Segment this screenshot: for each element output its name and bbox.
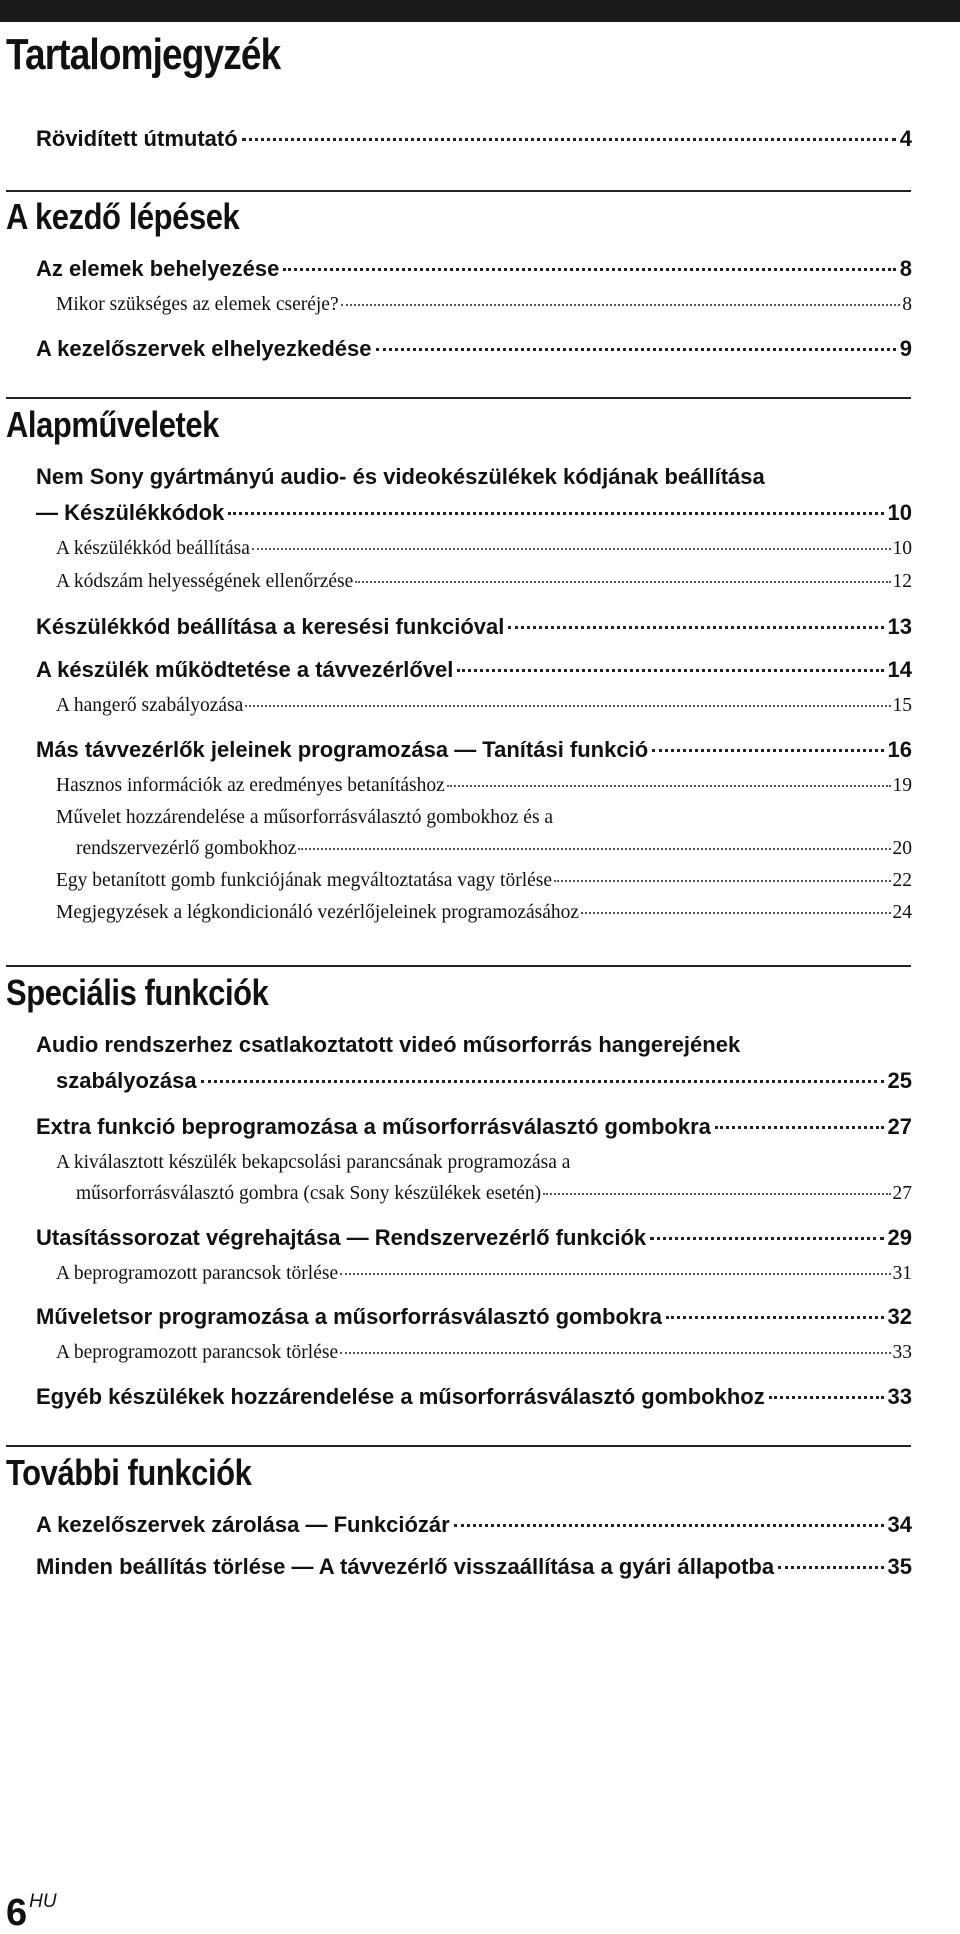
page-number bbox=[6, 1892, 57, 1932]
dot-leader bbox=[508, 626, 883, 629]
toc-entry-page: 4 bbox=[899, 126, 912, 151]
dot-leader bbox=[650, 1237, 883, 1240]
top-bar bbox=[0, 0, 960, 22]
toc-entry-title: Megjegyzések a légkondicionáló vezérlőjeleinek programozásához bbox=[56, 902, 580, 923]
toc-entry-title: — Készülékkódok bbox=[36, 500, 225, 525]
toc-entry[interactable] bbox=[36, 256, 912, 282]
toc-entry[interactable] bbox=[36, 614, 912, 640]
toc-subentry[interactable] bbox=[76, 1183, 912, 1205]
toc-entry-title: Utasítássorozat végrehajtása — Rendszervezérlő funkciók bbox=[36, 1225, 647, 1250]
toc-subentry[interactable] bbox=[56, 571, 912, 593]
toc-entry[interactable] bbox=[56, 1068, 912, 1094]
dot-leader bbox=[447, 785, 891, 787]
toc-entry-page: 34 bbox=[887, 1512, 912, 1537]
section-rule bbox=[6, 397, 911, 399]
toc-entry-page: 31 bbox=[892, 1263, 912, 1284]
toc-entry[interactable] bbox=[36, 1304, 912, 1330]
toc-entry-page: 19 bbox=[892, 775, 912, 796]
toc-entry-page: 12 bbox=[892, 571, 912, 592]
toc-subentry[interactable] bbox=[56, 1342, 912, 1364]
dot-leader bbox=[201, 1080, 884, 1083]
toc-entry[interactable] bbox=[36, 1114, 912, 1140]
toc-entry-title: Rövidített útmutató bbox=[36, 126, 238, 151]
toc-entry-title: Mikor szükséges az elemek cseréje? bbox=[56, 294, 339, 315]
toc-subentry[interactable] bbox=[56, 1263, 912, 1285]
dot-leader bbox=[454, 1524, 884, 1527]
toc-entry-page: 14 bbox=[887, 657, 912, 682]
toc-entry-title: Készülékkód beállítása a keresési funkcióval bbox=[36, 614, 505, 639]
toc-entry-page: 22 bbox=[892, 870, 912, 891]
toc-subentry[interactable] bbox=[56, 695, 912, 717]
toc-entry-page: 20 bbox=[892, 838, 912, 859]
section-rule bbox=[6, 965, 911, 967]
toc-entry-title: műsorforrásválasztó gombra (csak Sony készülékek esetén) bbox=[76, 1183, 542, 1204]
toc-subentry-first-line[interactable]: Művelet hozzárendelése a műsorforrásválasztó gombokhoz és a bbox=[56, 807, 554, 828]
toc-entry-title: Más távvezérlők jeleinek programozása — Tanítási funkció bbox=[36, 737, 649, 762]
dot-leader bbox=[457, 669, 883, 672]
toc-entry[interactable] bbox=[36, 1225, 912, 1251]
dot-leader bbox=[778, 1566, 883, 1569]
toc-entry-title: A beprogramozott parancsok törlése bbox=[56, 1342, 339, 1363]
toc-subentry[interactable] bbox=[76, 838, 912, 860]
dot-leader bbox=[769, 1396, 884, 1399]
toc-subentry[interactable] bbox=[56, 902, 912, 924]
toc-entry-title: Minden beállítás törlése — A távvezérlő visszaállítása a gyári állapotba bbox=[36, 1554, 775, 1579]
toc-entry[interactable] bbox=[36, 657, 912, 683]
toc-entry[interactable] bbox=[36, 737, 912, 763]
toc-entry[interactable] bbox=[36, 1512, 912, 1538]
toc-entry[interactable] bbox=[36, 1554, 912, 1580]
toc-subentry[interactable] bbox=[56, 775, 912, 797]
toc-entry-title: A készülék működtetése a távvezérlővel bbox=[36, 657, 454, 682]
toc-entry-page: 27 bbox=[887, 1114, 912, 1139]
toc-entry-page: 10 bbox=[892, 538, 912, 559]
toc-entry-page: 25 bbox=[887, 1068, 912, 1093]
dot-leader bbox=[554, 880, 890, 882]
section-rule bbox=[6, 190, 911, 192]
toc-entry-title: rendszervezérlő gombokhoz bbox=[76, 838, 297, 859]
toc-entry-page: 24 bbox=[892, 902, 912, 923]
toc-entry-title: A hangerő szabályozása bbox=[56, 695, 244, 716]
toc-entry-page: 32 bbox=[887, 1304, 912, 1329]
dot-leader bbox=[355, 581, 890, 583]
toc-entry-title: A kódszám helyességének ellenőrzése bbox=[56, 571, 354, 592]
dot-leader bbox=[340, 1352, 890, 1354]
dot-leader bbox=[298, 848, 890, 850]
toc-entry-page: 9 bbox=[899, 336, 912, 361]
toc-entry-title: A kezelőszervek zárolása — Funkciózár bbox=[36, 1512, 450, 1537]
dot-leader bbox=[340, 1273, 890, 1275]
dot-leader bbox=[581, 912, 890, 914]
toc-entry-title: Egy betanított gomb funkciójának megváltoztatása vagy törlése bbox=[56, 870, 553, 891]
toc-entry[interactable] bbox=[36, 126, 912, 152]
toc-entry-page: 33 bbox=[887, 1384, 912, 1409]
toc-entry-first-line[interactable]: Nem Sony gyártmányú audio- és videokészülékek kódjának beállítása bbox=[36, 464, 765, 489]
dot-leader bbox=[283, 268, 895, 271]
toc-entry-first-line[interactable]: Audio rendszerhez csatlakoztatott videó műsorforrás hangerejének bbox=[36, 1032, 741, 1057]
section-rule bbox=[6, 1445, 911, 1447]
dot-leader bbox=[228, 512, 883, 515]
toc-entry-page: 16 bbox=[887, 737, 912, 762]
toc-entry[interactable] bbox=[36, 500, 912, 526]
toc-entry-title: Egyéb készülékek hozzárendelése a műsorforrásválasztó gombokhoz bbox=[36, 1384, 765, 1409]
dot-leader bbox=[652, 749, 883, 752]
dot-leader bbox=[252, 548, 891, 550]
toc-entry-page: 35 bbox=[887, 1554, 912, 1579]
dot-leader bbox=[245, 705, 890, 707]
toc-subentry[interactable] bbox=[56, 538, 912, 560]
toc-entry[interactable] bbox=[36, 1384, 912, 1410]
dot-leader bbox=[341, 304, 901, 306]
toc-entry-page: 8 bbox=[899, 256, 912, 281]
toc-entry-title: Az elemek behelyezése bbox=[36, 256, 280, 281]
toc-entry-page: 10 bbox=[887, 500, 912, 525]
section-heading: További funkciók bbox=[6, 1452, 252, 1493]
toc-subentry[interactable] bbox=[56, 870, 912, 892]
toc-entry-page: 8 bbox=[902, 294, 912, 315]
dot-leader bbox=[376, 348, 896, 351]
toc-subentry-first-line[interactable]: A kiválasztott készülék bekapcsolási parancsának programozása a bbox=[56, 1152, 571, 1173]
language-code: HU bbox=[29, 1891, 57, 1912]
section-heading: Alapműveletek bbox=[6, 404, 219, 445]
toc-entry-page: 13 bbox=[887, 614, 912, 639]
toc-entry-title: A kezelőszervek elhelyezkedése bbox=[36, 336, 372, 361]
toc-entry-page: 15 bbox=[892, 695, 912, 716]
dot-leader bbox=[242, 138, 896, 141]
dot-leader bbox=[715, 1126, 884, 1129]
dot-leader bbox=[666, 1316, 884, 1319]
page-number-value: 6 bbox=[6, 1892, 28, 1934]
toc-entry-title: Hasznos információk az eredményes betanításhoz bbox=[56, 775, 445, 796]
toc-subentry[interactable] bbox=[56, 294, 912, 316]
toc-entry-title: szabályozása bbox=[56, 1068, 197, 1093]
toc-entry-title: A beprogramozott parancsok törlése bbox=[56, 1263, 339, 1284]
toc-entry-title: A készülékkód beállítása bbox=[56, 538, 250, 559]
toc-entry-title: Extra funkció beprogramozása a műsorforrásválasztó gombokra bbox=[36, 1114, 711, 1139]
toc-entry[interactable] bbox=[36, 336, 912, 362]
dot-leader bbox=[543, 1193, 890, 1195]
toc-entry-page: 27 bbox=[892, 1183, 912, 1204]
toc-entry-title: Műveletsor programozása a műsorforrásválasztó gombokra bbox=[36, 1304, 662, 1329]
section-heading: Speciális funkciók bbox=[6, 972, 269, 1013]
toc-entry-page: 33 bbox=[892, 1342, 912, 1363]
section-heading: A kezdő lépések bbox=[6, 196, 240, 237]
page-title: Tartalomjegyzék bbox=[6, 30, 281, 79]
toc-entry-page: 29 bbox=[887, 1225, 912, 1250]
